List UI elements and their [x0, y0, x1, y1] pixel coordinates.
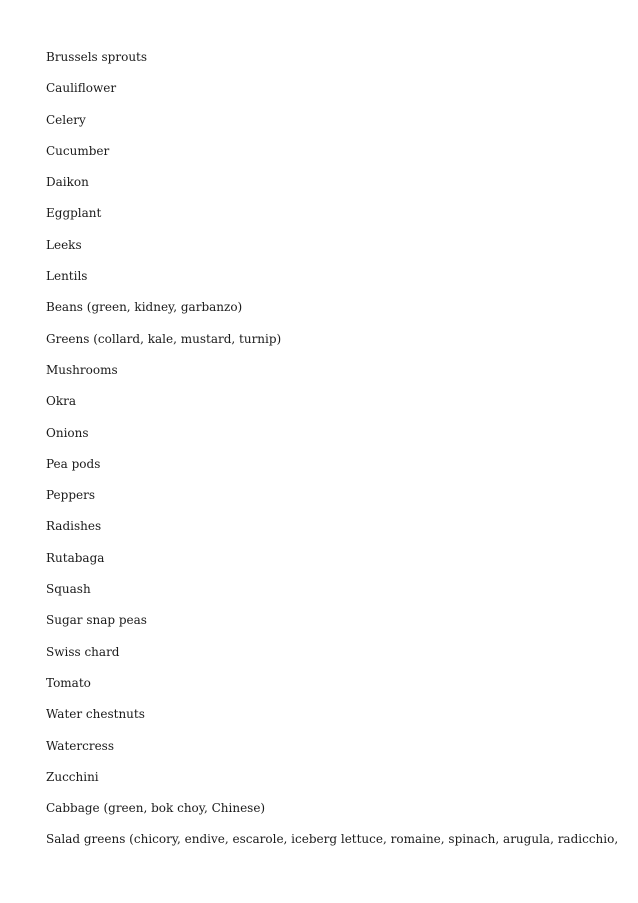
list-item: Zucchini	[46, 769, 99, 784]
list-item: Tomato	[46, 675, 91, 690]
list-item: Mushrooms	[46, 362, 118, 377]
list-item: Swiss chard	[46, 644, 120, 659]
list-item: Greens (collard, kale, mustard, turnip)	[46, 331, 282, 346]
list-item: Onions	[46, 425, 89, 440]
list-item: Brussels sprouts	[46, 50, 148, 64]
list-item: Cabbage (green, bok choy, Chinese)	[46, 801, 266, 816]
list-item: Leeks	[46, 237, 82, 252]
list-item: Cauliflower	[46, 81, 117, 96]
list-item: Cucumber	[46, 143, 110, 158]
list-item: Radishes	[46, 519, 102, 534]
list-item: Daikon	[46, 175, 89, 190]
list-item: Sugar snap peas	[46, 613, 147, 628]
list-item: Pea pods	[46, 456, 101, 471]
list-item: Rutabaga	[46, 550, 105, 565]
list-item: Beans (green, kidney, garbanzo)	[46, 300, 243, 315]
list-item: Okra	[46, 394, 76, 409]
list-item: Celery	[46, 112, 86, 127]
list-item: Water chestnuts	[46, 707, 145, 722]
list-item: Eggplant	[46, 206, 102, 221]
list-item: Watercress	[46, 738, 114, 753]
list-item: Peppers	[46, 488, 95, 503]
list-item: Salad greens (chicory, endive, escarole, iceberg lettuce, romaine, spinach, arugula, radicchio,	[46, 832, 619, 847]
list-item: Squash	[46, 582, 91, 597]
list-item: Lentils	[46, 269, 88, 284]
vegetable-list	[46, 48, 618, 862]
